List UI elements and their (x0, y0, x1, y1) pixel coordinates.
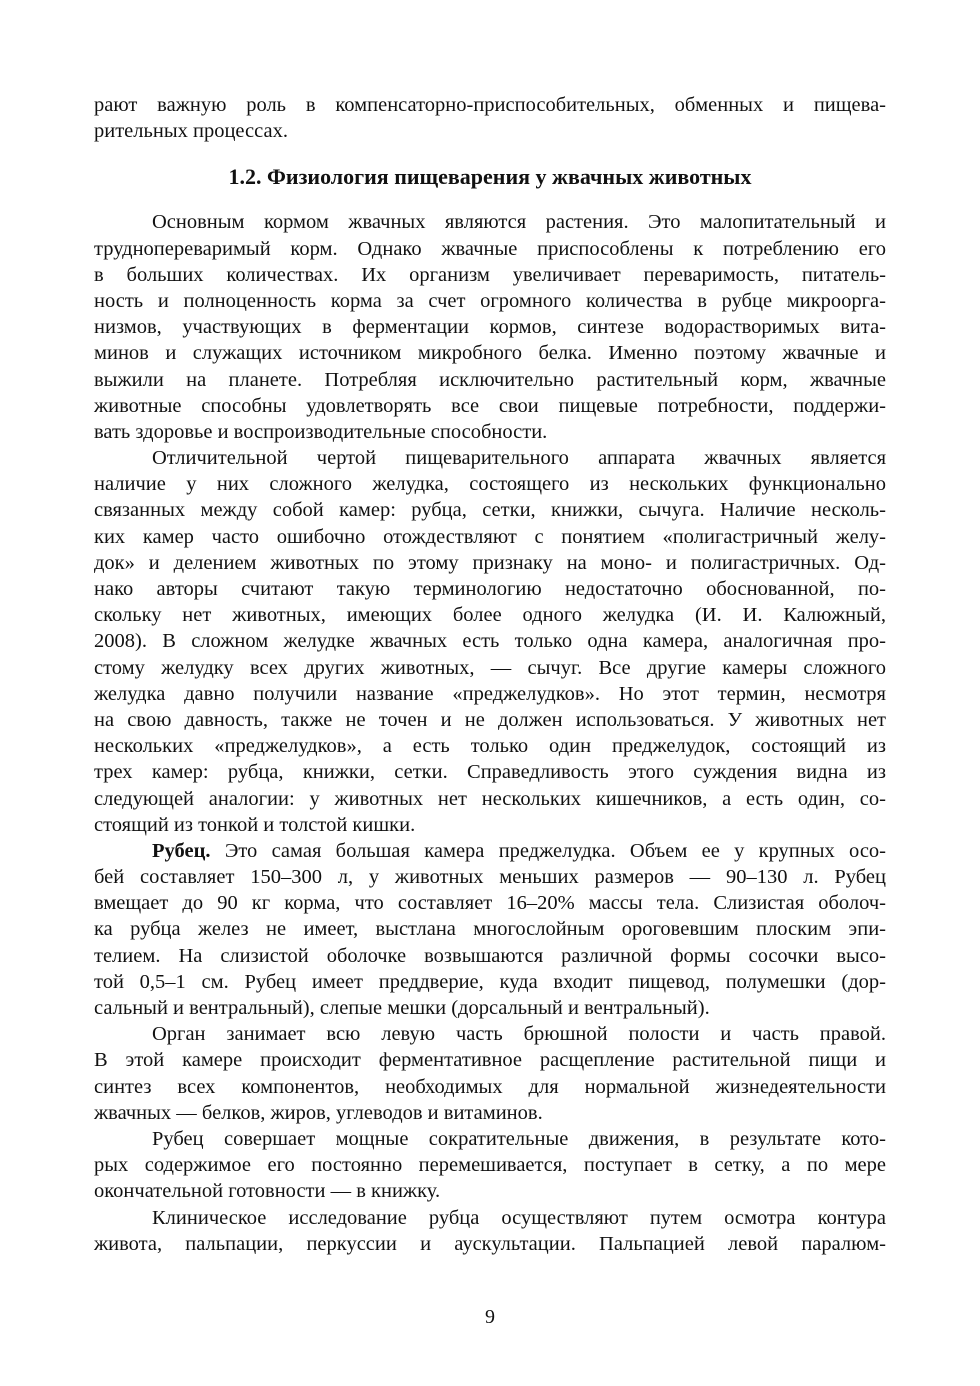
text-line: на свою давность, также не точен и не должен использоваться. У животных нет (94, 708, 886, 731)
text-line: выжили на планете. Потребляя исключительно растительный корм, жвачные (94, 368, 886, 391)
text-line: связанных между собой камер: рубца, сетки, книжки, сычуга. Наличие несколь- (94, 499, 886, 522)
text-line: стоящий из тонкой и толстой кишки. (94, 813, 416, 836)
text-line: Клиническое исследование рубца осуществляют путем осмотра контура (152, 1206, 886, 1229)
text-line: вать здоровье и воспроизводительные способности. (94, 420, 548, 443)
text-fragment: Это самая большая камера преджелудка. Объем ее у крупных осо- (210, 839, 886, 862)
paragraph-1 (94, 209, 886, 445)
text-line: в больших количествах. Их организм увеличивает переваримость, питатель- (94, 263, 886, 286)
text-line: сальный и вентральный), слепые мешки (дорсальный и вентральный). (94, 997, 710, 1019)
text-line: синтез всех компонентов, необходимых для нормальной жизнедеятельности (94, 1075, 886, 1098)
text-line: вмещает до 90 кг корма, что составляет 16–20% массы тела. Слизистая оболоч- (94, 892, 886, 915)
page-body (94, 92, 886, 1257)
text-line: телием. На слизистой оболочке возвышаются различной формы сосочки высо- (94, 944, 886, 967)
text-line (94, 838, 886, 864)
text-line: труднопереваримый корм. Однако жвачные приспособлены к потреблению его (94, 237, 886, 260)
text-line: нескольких «преджелудков», а есть только один преджелудок, состоящий из (94, 735, 886, 758)
text-line: той 0,5–1 см. Рубец имеет преддверие, куда входит пищевод, полумешки (дор- (94, 970, 886, 993)
text-line: В этой камере происходит ферментативное расщепление растительной пищи и (94, 1049, 886, 1072)
paragraph-2 (94, 445, 886, 838)
intro-paragraph (94, 92, 886, 144)
text-line: минов и служащих источником микробного белка. Именно поэтому жвачные и (94, 342, 886, 365)
text-line: желудка давно получили название «преджелудков». Но этот термин, несмотря (94, 682, 886, 705)
text-line: ность и полноценность корма за счет огромного количества в рубце микроорга- (94, 289, 886, 312)
text-line: следующей аналогии: у животных нет нескольких кишечников, а есть один, со- (94, 787, 886, 810)
text-line: рых содержимое его постоянно перемешивается, поступает в сетку, а по мере (94, 1154, 886, 1177)
text-line: ких камер часто ошибочно отождествляют с понятием «полигастричный желу- (94, 525, 886, 548)
text-line: скольку нет животных, имеющих более одного желудка (И. И. Калюжный, (94, 604, 886, 627)
text-line: жвачных — белков, жиров, углеводов и витаминов. (94, 1101, 543, 1124)
text-line: ка рубца желез не имеет, выстлана многослойным ороговевшим плоским эпи- (94, 918, 886, 941)
page-number: 9 (485, 1306, 495, 1328)
paragraph-4 (94, 1021, 886, 1126)
text-line: Рубец совершает мощные сократительные движения, в результате кото- (152, 1127, 886, 1150)
text-line: живота, пальпации, перкуссии и аускультации. Пальпацией левой паралюм- (94, 1232, 886, 1255)
text-line: низмов, участвующих в ферментации кормов, синтезе водорастворимых вита- (94, 316, 886, 339)
text-line: наличие у них сложного желудка, состоящего из нескольких функционально (94, 473, 886, 496)
section-heading: 1.2. Физиология пищеварения у жвачных животных (228, 164, 752, 190)
text-line: 2008). В сложном желудке жвачных есть только одна камера, аналогичная про- (94, 630, 886, 653)
text-line: рают важную роль в компенсаторно-приспособительных, обменных и пищева- (94, 94, 886, 116)
text-line: бей составляет 150–300 л, у животных меньших размеров — 90–130 л. Рубец (94, 866, 886, 889)
text-line: Отличительной чертой пищеварительного аппарата жвачных является (152, 447, 886, 470)
term-rubets: Рубец. (152, 839, 211, 862)
text-line: Основным кормом жвачных являются растения. Это малопитательный и (152, 211, 886, 234)
paragraph-3 (94, 838, 886, 1021)
text-line: животные способны удовлетворять все свои пищевые потребности, поддержи- (94, 394, 886, 417)
text-line: рительных процессах. (94, 120, 288, 143)
paragraph-6 (94, 1205, 886, 1257)
text-line: трех камер: рубца, книжки, сетки. Справедливость этого суждения видна из (94, 761, 886, 784)
text-line: стому желудку всех других животных, — сычуг. Все другие камеры сложного (94, 656, 886, 679)
text-line: док» и делением животных по этому признаку на моно- и полигастричных. Од- (94, 551, 886, 574)
text-line: нако авторы считают такую терминологию недостаточно обоснованной, по- (94, 578, 886, 600)
paragraph-5 (94, 1126, 886, 1205)
text-line: окончательной готовности — в книжку. (94, 1180, 441, 1203)
text-line: Орган занимает всю левую часть брюшной полости и часть правой. (152, 1023, 886, 1046)
